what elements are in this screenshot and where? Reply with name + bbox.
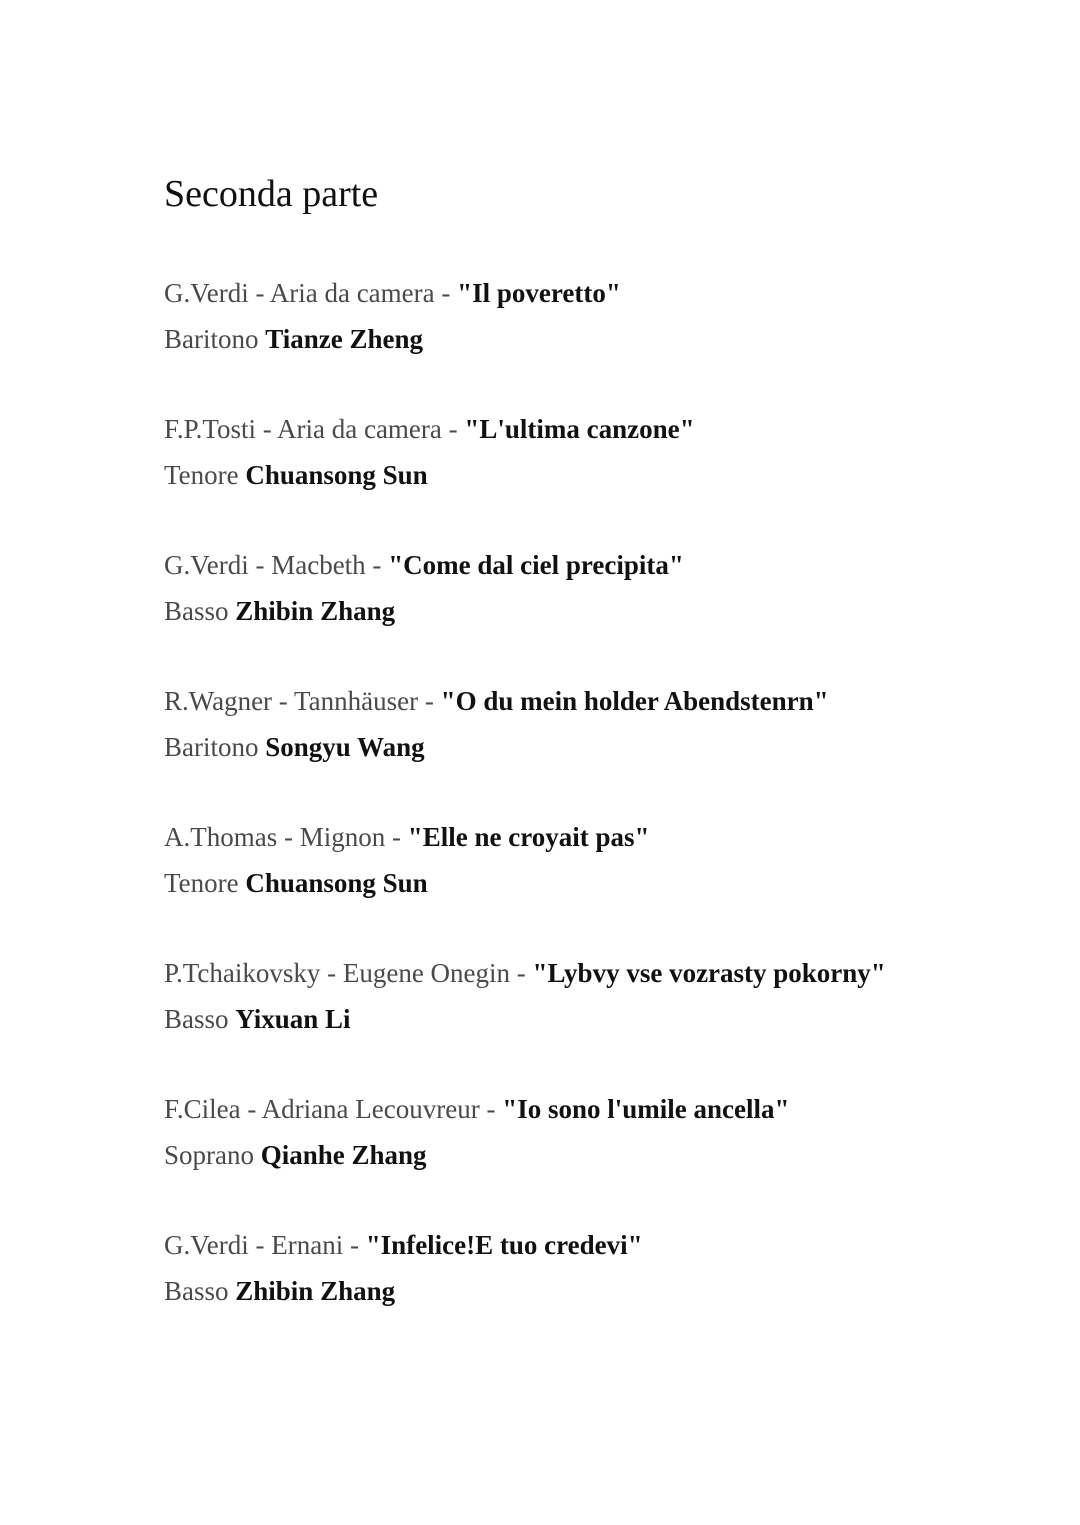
- performer-name: Tianze Zheng: [265, 324, 424, 354]
- piece-line: [164, 814, 1044, 860]
- piece-line: [164, 406, 1044, 452]
- piece-title: "Lybvy vse vozrasty pokorny": [532, 958, 886, 988]
- piece-line: [164, 678, 1044, 724]
- performer-line: [164, 316, 1044, 362]
- program-entry: [164, 950, 1044, 1086]
- performer-line: [164, 1132, 1044, 1178]
- voice-type: Baritono: [164, 324, 266, 354]
- composer-work: A.Thomas - Mignon -: [164, 822, 408, 852]
- composer-work: F.Cilea - Adriana Lecouvreur -: [164, 1094, 503, 1124]
- performer-name: Qianhe Zhang: [260, 1140, 427, 1170]
- performer-name: Zhibin Zhang: [235, 596, 396, 626]
- piece-line: [164, 1086, 1044, 1132]
- composer-work: P.Tchaikovsky - Eugene Onegin -: [164, 958, 533, 988]
- piece-title: "Infelice!E tuo credevi": [365, 1230, 643, 1260]
- voice-type: Basso: [164, 596, 236, 626]
- performer-line: [164, 452, 1044, 498]
- piece-title: "Elle ne croyait pas": [407, 822, 650, 852]
- performer-name: Zhibin Zhang: [235, 1276, 396, 1306]
- voice-type: Basso: [164, 1276, 236, 1306]
- composer-work: G.Verdi - Macbeth -: [164, 550, 389, 580]
- piece-line: [164, 270, 1044, 316]
- section-title: Seconda parte: [164, 173, 379, 215]
- piece-title: "Come dal ciel precipita": [388, 550, 684, 580]
- performer-name: Yixuan Li: [235, 1004, 351, 1034]
- performer-name: Songyu Wang: [265, 732, 425, 762]
- composer-work: F.P.Tosti - Aria da camera -: [164, 414, 465, 444]
- piece-line: [164, 1222, 1044, 1268]
- voice-type: Basso: [164, 1004, 236, 1034]
- piece-line: [164, 950, 1044, 996]
- program-entry: [164, 1086, 1044, 1222]
- performer-name: Chuansong Sun: [245, 868, 428, 898]
- program-entry: [164, 542, 1044, 678]
- voice-type: Baritono: [164, 732, 266, 762]
- performer-line: [164, 724, 1044, 770]
- performer-line: [164, 1268, 1044, 1314]
- voice-type: Tenore: [164, 868, 246, 898]
- performer-line: [164, 860, 1044, 906]
- piece-title: "O du mein holder Abendstenrn": [440, 686, 829, 716]
- piece-title: "Il poveretto": [457, 278, 621, 308]
- program-entry: [164, 678, 1044, 814]
- piece-title: "L'ultima canzone": [464, 414, 695, 444]
- composer-work: G.Verdi - Ernani -: [164, 1230, 366, 1260]
- piece-title: "Io sono l'umile ancella": [502, 1094, 790, 1124]
- program-list: [164, 270, 1044, 1358]
- performer-name: Chuansong Sun: [245, 460, 428, 490]
- composer-work: R.Wagner - Tannhäuser -: [164, 686, 441, 716]
- performer-line: [164, 588, 1044, 634]
- voice-type: Soprano: [164, 1140, 261, 1170]
- program-entry: [164, 270, 1044, 406]
- program-entry: [164, 406, 1044, 542]
- piece-line: [164, 542, 1044, 588]
- performer-line: [164, 996, 1044, 1042]
- program-entry: [164, 1222, 1044, 1358]
- program-entry: [164, 814, 1044, 950]
- composer-work: G.Verdi - Aria da camera -: [164, 278, 458, 308]
- voice-type: Tenore: [164, 460, 246, 490]
